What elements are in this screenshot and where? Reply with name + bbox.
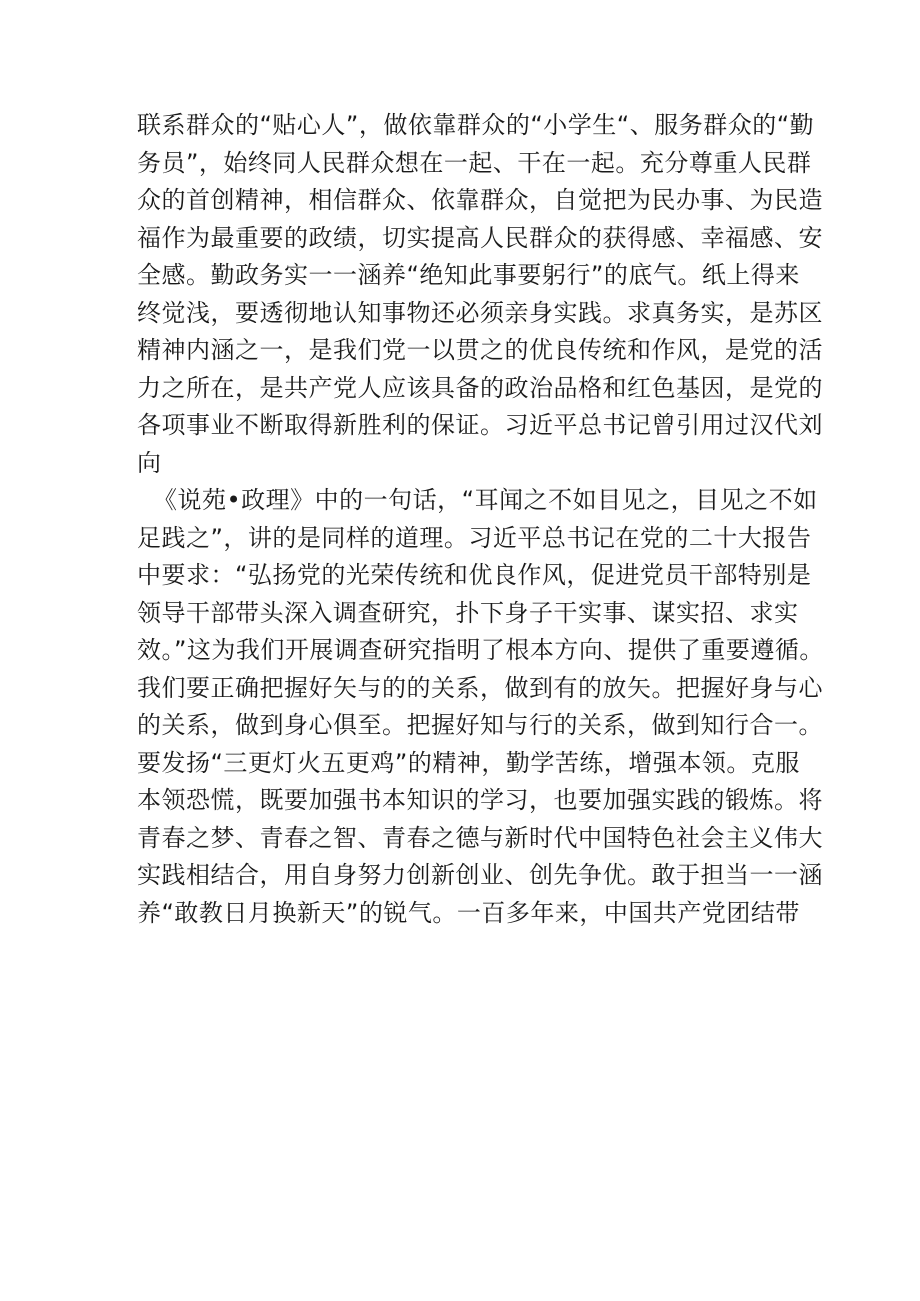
- text-line: 众的首创精神，相信群众、依靠群众，自觉把为民办事、为民造: [137, 186, 823, 214]
- text-line: 中要求：“弘扬党的光荣传统和优良作风，促进党员干部特别是: [137, 561, 812, 589]
- text-line: 足践之”，讲的是同样的道理。习近平总书记在党的二十大报告: [137, 523, 812, 552]
- text-line: 力之所在，是共产党人应该具备的政治品格和红色基因，是党的: [137, 373, 823, 402]
- text-line: 福作为最重要的政绩，切实提高人民群众的获得感、幸福感、安: [137, 223, 823, 252]
- text-line: 领导干部带头深入调查研究，扑下身子干实事、谋实招、求实: [137, 598, 799, 627]
- text-line: 务员”，始终同人民群众想在一起、干在一起。充分尊重人民群: [137, 148, 812, 177]
- text-line: 效。”这为我们开展调查研究指明了根本方向、提供了重要遵循。: [137, 636, 824, 664]
- text-line: 我们要正确把握好矢与的的关系，做到有的放矢。把握好身与心: [137, 673, 823, 702]
- text-line: 的关系，做到身心俱至。把握好知与行的关系，做到知行合一。: [137, 711, 823, 739]
- text-line: 本领恐慌，既要加强书本知识的学习，也要加强实践的锻炼。将: [137, 786, 823, 814]
- body-text: [137, 107, 824, 932]
- text-line: 养“敢教日月换新天”的锐气。一百多年来，中国共产党团结带: [137, 898, 800, 927]
- text-line: 联系群众的“贴心人”，做依靠群众的“小学生“、服务群众的“勤: [137, 111, 815, 139]
- text-line: 向: [137, 448, 162, 477]
- text-line: 《说苑•政理》中的一句话，“耳闻之不如目见之，目见之不如: [153, 486, 818, 514]
- text-line: 各项事业不断取得新胜利的保证。习近平总书记曾引用过汉代刘: [137, 411, 823, 439]
- text-line: 精神内涵之一，是我们党一以贯之的优良传统和作风，是党的活: [137, 336, 823, 364]
- text-line: 全感。勤政务实一一涵养“绝知此事要躬行”的底气。纸上得来: [137, 261, 800, 289]
- text-line: 终觉浅，要透彻地认知事物还必须亲身实践。求真务实，是苏区: [137, 298, 823, 327]
- text-line: 青春之梦、青春之智、青春之德与新时代中国特色社会主义伟大: [137, 823, 823, 852]
- text-line: 要发扬“三更灯火五更鸡”的精神，勤学苦练，增强本领。克服: [137, 748, 800, 777]
- text-line: 实践相结合，用自身努力创新创业、创先争优。敢于担当一一涵: [137, 861, 823, 889]
